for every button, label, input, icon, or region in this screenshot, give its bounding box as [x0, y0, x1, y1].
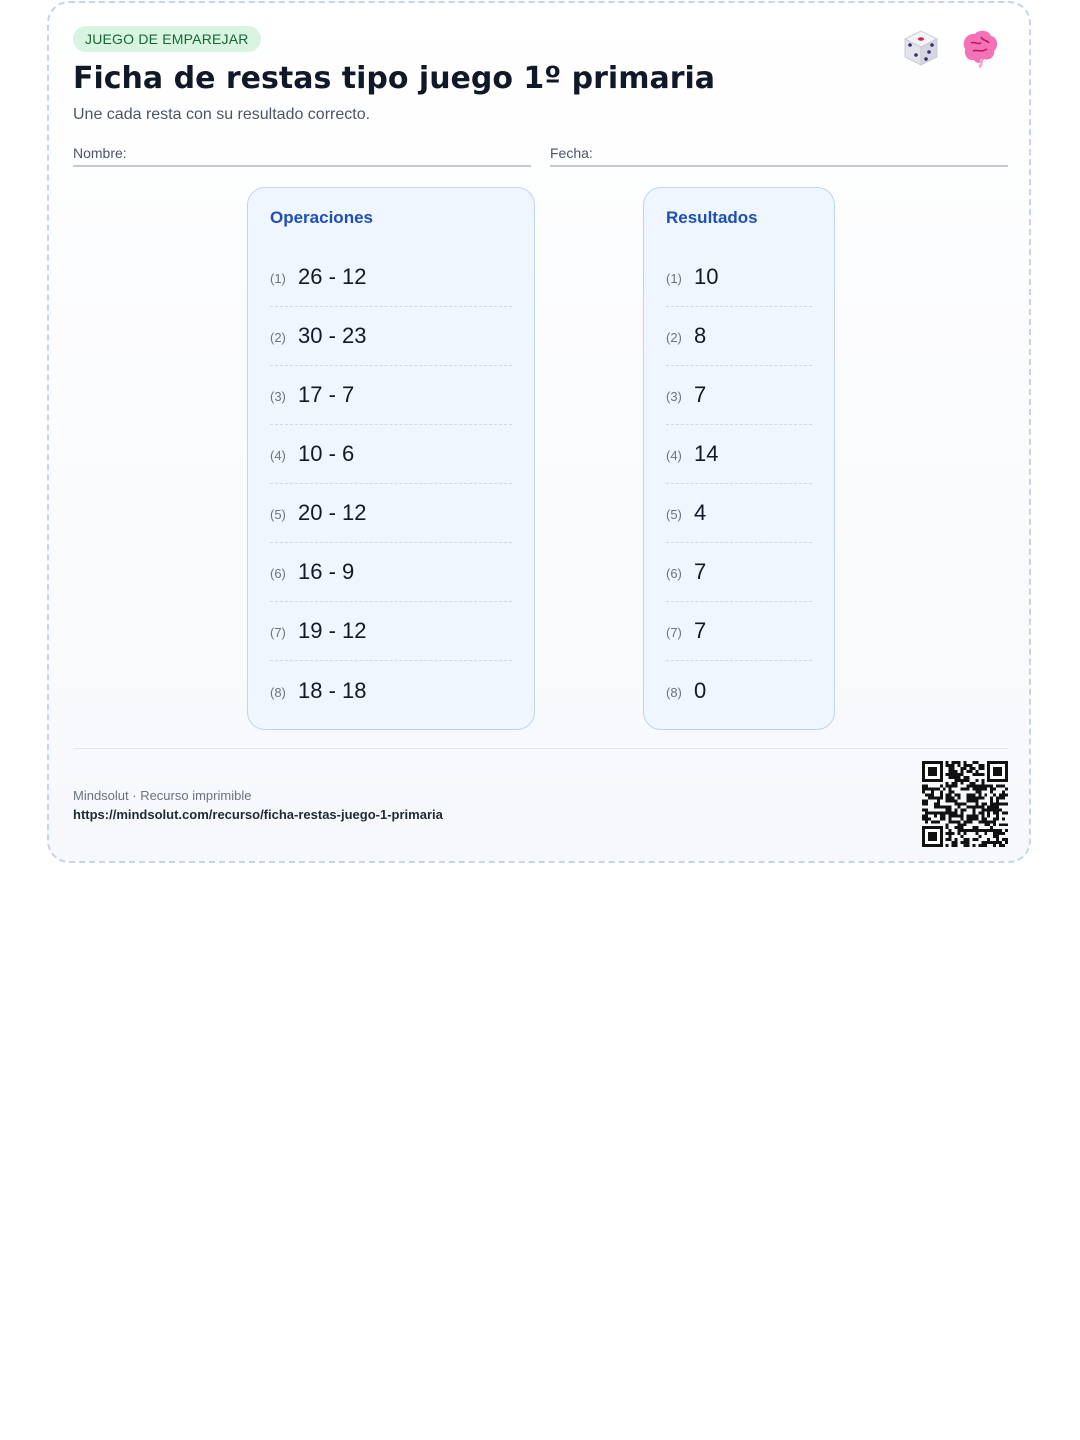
results-title: Resultados [666, 208, 758, 227]
operation-row [270, 602, 512, 661]
row-number: (2) [666, 330, 682, 345]
result-value: 7 [694, 559, 707, 584]
row-number: (7) [270, 625, 286, 640]
row-number: (5) [270, 507, 286, 522]
result-value: 0 [694, 677, 707, 703]
brain-icon [957, 25, 1001, 69]
row-number: (1) [270, 271, 286, 286]
operation-row [270, 425, 512, 484]
page-title: Ficha de restas tipo juego 1º primaria [73, 61, 716, 96]
result-row [666, 307, 812, 366]
result-row [666, 602, 812, 661]
operation-row [270, 248, 512, 307]
result-value: 10 [694, 264, 719, 289]
operation-expression: 20 - 12 [298, 500, 367, 525]
row-number: (4) [270, 448, 286, 463]
footer-divider [73, 748, 1008, 749]
result-row [666, 248, 812, 307]
row-number: (5) [666, 507, 682, 522]
result-row [666, 366, 812, 425]
header-icons [899, 25, 1001, 69]
row-number: (4) [666, 448, 682, 463]
row-number: (7) [666, 625, 682, 640]
row-number: (2) [270, 330, 286, 345]
operations-card [247, 187, 535, 730]
operations-title: Operaciones [270, 208, 373, 227]
qr-code-icon [922, 761, 1008, 847]
row-number: (8) [666, 684, 682, 700]
row-number: (3) [666, 389, 682, 404]
result-row [666, 425, 812, 484]
instructions: Une cada resta con su resultado correcto. [73, 106, 371, 123]
operation-expression: 18 - 18 [298, 677, 367, 703]
category-badge: JUEGO DE EMPAREJAR [73, 26, 261, 52]
name-label: Nombre: [73, 145, 127, 161]
worksheet [47, 1, 1031, 863]
date-field[interactable] [550, 145, 1008, 167]
operation-row [270, 661, 512, 720]
row-number: (6) [270, 566, 286, 581]
result-value: 14 [694, 441, 719, 466]
results-card [643, 187, 835, 730]
result-value: 4 [694, 500, 707, 525]
footer-brand: Mindsolut · Recurso imprimible [73, 788, 252, 803]
operation-row [270, 543, 512, 602]
result-row [666, 484, 812, 543]
resource-url[interactable]: https://mindsolut.com/recurso/ficha-restas-juego-1-primaria [73, 807, 443, 822]
operation-expression: 30 - 23 [298, 323, 367, 348]
row-number: (8) [270, 684, 286, 700]
row-number: (3) [270, 389, 286, 404]
operation-expression: 19 - 12 [298, 618, 367, 643]
result-row [666, 543, 812, 602]
operation-expression: 10 - 6 [298, 441, 355, 466]
result-value: 7 [694, 382, 707, 407]
result-row [666, 661, 812, 720]
operation-row [270, 307, 512, 366]
dice-icon [899, 25, 943, 69]
row-number: (6) [666, 566, 682, 581]
operation-expression: 16 - 9 [298, 559, 355, 584]
name-field[interactable] [73, 145, 531, 167]
result-value: 8 [694, 323, 707, 348]
operation-row [270, 366, 512, 425]
result-value: 7 [694, 618, 707, 643]
row-number: (1) [666, 271, 682, 286]
operation-expression: 17 - 7 [298, 382, 355, 407]
date-label: Fecha: [550, 145, 593, 161]
operation-expression: 26 - 12 [298, 264, 367, 289]
operation-row [270, 484, 512, 543]
